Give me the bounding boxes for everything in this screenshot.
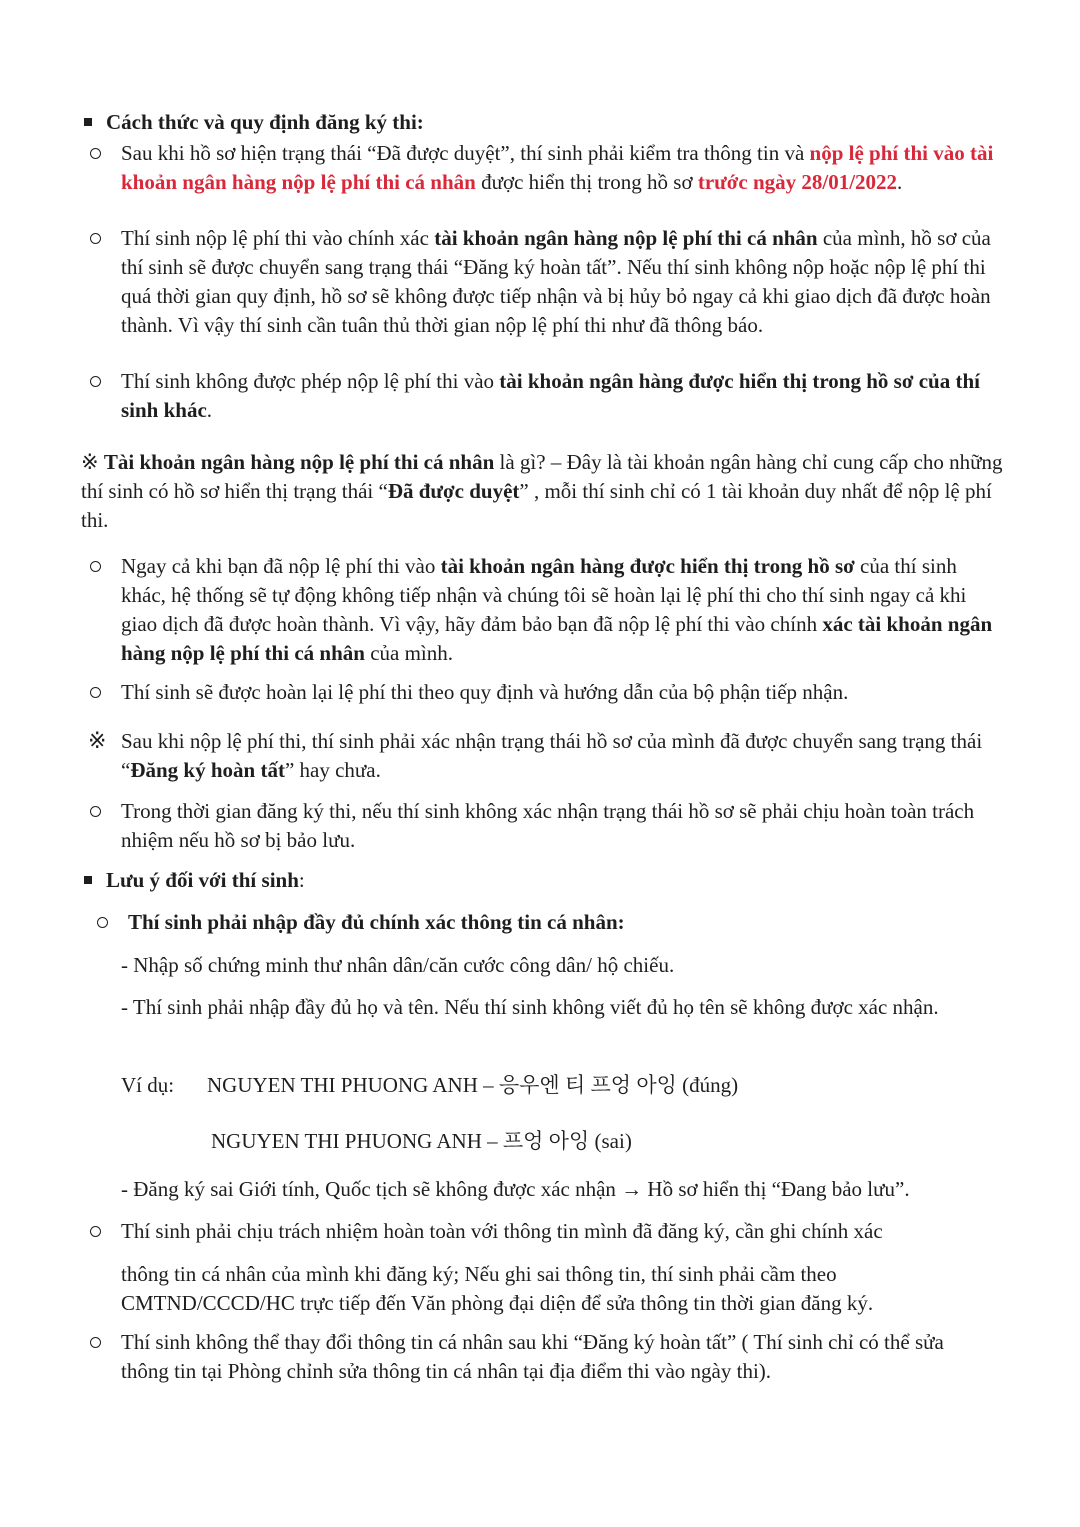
square-bullet-icon	[84, 876, 92, 884]
text: .	[206, 398, 213, 422]
list-item	[121, 367, 1006, 425]
section-heading-registration: Cách thức và quy định đăng ký thi:	[106, 110, 424, 134]
circle-bullet-icon	[90, 1226, 101, 1237]
list-item	[121, 224, 1006, 340]
bold-text: tài khoản ngân hàng nộp lệ phí thi cá nhân	[434, 226, 818, 250]
dash-line: - Thí sinh phải nhập đầy đủ họ và tên. Nếu thí sinh không viết đủ họ tên sẽ không được xác nhận.	[121, 995, 939, 1019]
circle-bullet-icon	[90, 806, 101, 817]
reference-mark-icon: ※	[88, 729, 107, 754]
circle-bullet-icon	[90, 148, 101, 159]
list-item: Trong thời gian đăng ký thi, nếu thí sinh không xác nhận trạng thái hồ sơ sẽ phải chịu hoàn toàn trách nhiệm nếu hồ sơ bị bảo lưu.	[121, 799, 975, 852]
dash-line: - Đăng ký sai Giới tính, Quốc tịch sẽ không được xác nhận → Hồ sơ hiển thị “Đang bảo lưu”.	[121, 1177, 910, 1201]
text: là gì? – Đây là tài khoản ngân hàng chỉ cung cấp cho những thí sinh có hồ sơ hiển thị trạng thái “	[81, 450, 1003, 503]
bold-text: tài khoản ngân hàng được hiển thị trong hồ sơ	[440, 554, 855, 578]
list-item	[121, 139, 1006, 197]
bold-text: Lưu ý đối với thí sinh	[106, 868, 299, 892]
list-item: Thí sinh sẽ được hoàn lại lệ phí thi theo quy định và hướng dẫn của bộ phận tiếp nhận.	[121, 680, 849, 704]
note-paragraph	[121, 727, 1006, 785]
bold-text: xác tài khoản ngân hàng nộp lệ phí thi cá nhân	[121, 612, 993, 665]
text: Thí sinh nộp lệ phí thi vào chính xác	[121, 226, 435, 250]
text: ” hay chưa.	[284, 758, 381, 782]
text: của thí sinh khác, hệ thống sẽ tự động không tiếp nhận và chúng tôi sẽ hoàn lại lệ phí thi cho thí sinh ngay cả khi giao dịch đã được hoàn thành. Vì vậy, hãy đảm bảo bạn đã nộp lệ phí thi vào chính	[121, 554, 967, 636]
text: Ngay cả khi bạn đã nộp lệ phí thi vào	[121, 554, 441, 578]
list-item-continued: thông tin cá nhân của mình khi đăng ký; Nếu ghi sai thông tin, thí sinh phải cầm theo CMTND/CCCD/HC trực tiếp đến Văn phòng đại diện để sửa thông tin thời gian đăng ký.	[121, 1262, 874, 1315]
circle-bullet-icon	[90, 687, 101, 698]
highlight-text: nộp lệ phí thi vào tài khoản ngân hàng nộp lệ phí thi cá nhân	[121, 141, 994, 194]
list-item	[121, 552, 1006, 668]
bold-text: tài khoản ngân hàng được hiển thị trong hồ sơ của thí sinh khác	[121, 369, 980, 422]
text: ” , mỗi thí sinh chỉ có 1 tài khoản duy nhất để nộp lệ phí thi.	[81, 479, 992, 532]
circle-bullet-icon	[90, 1337, 101, 1348]
text: Sau khi hồ sơ hiện trạng thái “Đã được duyệt”, thí sinh phải kiểm tra thông tin và	[121, 141, 810, 165]
text: Thí sinh không được phép nộp lệ phí thi vào	[121, 369, 500, 393]
subheading: Thí sinh phải nhập đầy đủ chính xác thông tin cá nhân:	[128, 910, 625, 934]
reference-mark-icon: ※	[81, 450, 99, 474]
list-item: Thí sinh phải chịu trách nhiệm hoàn toàn với thông tin mình đã đăng ký, cần ghi chính xác	[121, 1219, 883, 1243]
bold-text: Đã được duyệt	[387, 479, 520, 503]
text: được hiển thị trong hồ sơ	[475, 170, 698, 194]
deadline-text: trước ngày 28/01/2022	[697, 170, 898, 194]
list-item: Thí sinh không thể thay đổi thông tin cá nhân sau khi “Đăng ký hoàn tất” ( Thí sinh chỉ có thể sửa thông tin tại Phòng chỉnh sửa thông tin cá nhân tại địa điểm thi vào ngày thi).	[121, 1330, 944, 1383]
square-bullet-icon	[84, 118, 92, 126]
example-wrong: NGUYEN THI PHUONG ANH – 프엉 아잉 (sai)	[211, 1129, 632, 1153]
text: :	[298, 868, 305, 892]
note-paragraph	[81, 448, 1006, 535]
text: của mình.	[364, 641, 453, 665]
example-correct: NGUYEN THI PHUONG ANH – 응우엔 티 프엉 아잉 (đúng)	[207, 1073, 739, 1097]
example-label: Ví dụ:	[121, 1073, 175, 1097]
circle-bullet-icon	[90, 376, 101, 387]
text: .	[897, 170, 903, 194]
circle-bullet-icon	[90, 561, 101, 572]
text: của mình, hồ sơ của thí sinh sẽ được chuyển sang trạng thái “Đăng ký hoàn tất”. Nếu thí sinh không nộp hoặc nộp lệ phí thi quá thời gian quy định, hồ sơ sẽ không được tiếp nhận và bị hủy bỏ ngay cả khi giao dịch đã được hoàn thành. Vì vậy thí sinh cần tuân thủ thời gian nộp lệ phí thi như đã thông báo.	[121, 226, 991, 337]
bold-text: Đăng ký hoàn tất	[130, 758, 285, 782]
section-heading-notes	[106, 866, 1006, 895]
circle-bullet-icon	[97, 917, 108, 928]
dash-line: - Nhập số chứng minh thư nhân dân/căn cước công dân/ hộ chiếu.	[121, 953, 675, 977]
text: Sau khi nộp lệ phí thi, thí sinh phải xác nhận trạng thái hồ sơ của mình đã được chuyển sang trạng thái “	[121, 729, 983, 782]
bold-text: Tài khoản ngân hàng nộp lệ phí thi cá nhân	[103, 450, 495, 474]
circle-bullet-icon	[90, 233, 101, 244]
